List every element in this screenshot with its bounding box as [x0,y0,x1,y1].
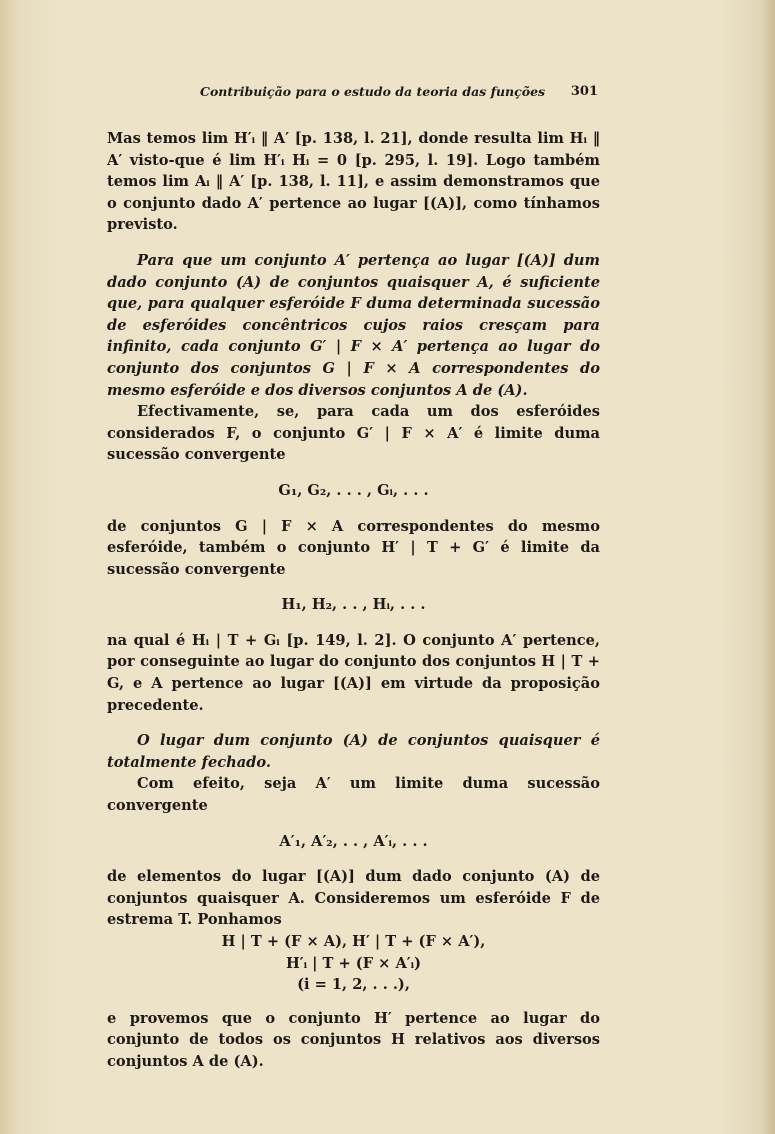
formula-sequence-a: A′₁, A′₂, . . , A′ᵢ, . . . [279,832,428,850]
paragraph-5: na qual é Hᵢ | T + Gᵢ [p. 149, l. 2]. O conjunto A′ pertence, por conseguinte ao lugar do conjunto dos conjuntos H | T + G, e A pertence ao lugar [(A)] em virtude da proposição precedente. [107,631,600,714]
running-header [200,84,598,99]
theorem-paragraph: Para que um conjunto A′ pertença ao lugar [(A)] dum dado conjunto (A) de conjuntos quaisquer A, é suficiente que, para qualquer esferóide F duma determinada sucessão de esferóides concêntricos cujos raios cresçam para infinito, cada conjunto G′ | F × A′ pertença ao lugar do conjunto dos conjuntos G | F × A correspondentes do mesmo esferóide e dos diversos conjuntos A de (A). [107,251,600,399]
formula-sequence-g: G₁, G₂, . . . , Gᵢ, . . . [278,481,429,499]
formula-definitions-1: H | T + (F × A), H′ | T + (F × A′), [221,933,486,950]
paragraph-3: Efectivamente, se, para cada um dos esferóides considerados F, o conjunto G′ | F × A′ é limite duma sucessão convergente [107,403,600,464]
page-number: 301 [570,84,598,99]
header-title: Contribuição para o estudo da teoria das funções [200,84,546,99]
paragraph-9: e provemos que o conjunto H′ pertence ao lugar do conjunto de todos os conjuntos H relativos aos diversos conjuntos A de (A). [107,1009,600,1070]
formula-index-range: (i = 1, 2, . . .), [297,976,410,994]
formula-definitions-2: H′ᵢ | T + (F × A′ᵢ) [285,954,422,972]
formula-sequence-h: H₁, H₂, . . , Hᵢ, . . . [281,596,426,614]
paragraph-8: de elementos do lugar [(A)] dum dado conjunto (A) de conjuntos quaisquer A. Consideremos um esferóide F de estrema T. Ponhamos [107,868,600,929]
paragraph-7: Com efeito, seja A′ um limite duma sucessão convergente [107,775,600,815]
paragraph-4: de conjuntos G | F × A correspondentes do mesmo esferóide, também o conjunto H′ | T + G′ é limite da sucessão convergente [107,517,600,578]
theorem-closed: O lugar dum conjunto (A) de conjuntos quaisquer é totalmente fechado. [107,732,600,771]
paragraph-1: Mas temos lim H′ᵢ ‖ A′ [p. 138, l. 21], donde resulta lim Hᵢ ‖ A′ visto-que é lim H′ᵢ Hᵢ = 0 [p. 295, l. 19]. Logo também temos lim Aᵢ ‖ A′ [p. 138, l. 11], e assim demonstramos que o conjunto dado A′ pertence ao lugar [(A)], como tínhamos previsto. [107,130,600,234]
body-text [107,128,600,1073]
